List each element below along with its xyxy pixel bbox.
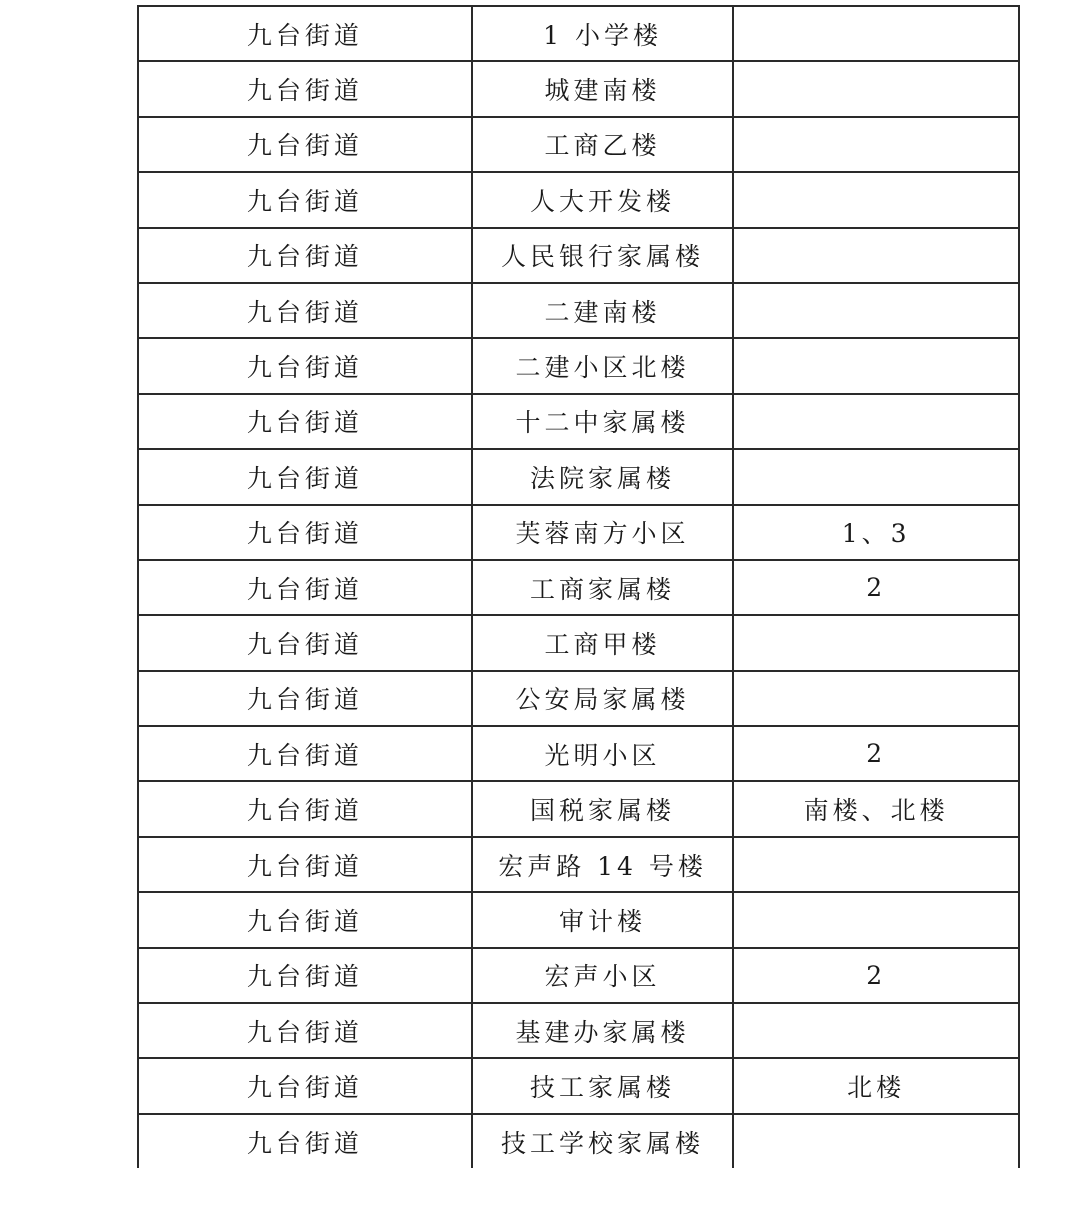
- building-cell: 基建办家属楼: [472, 1003, 734, 1058]
- building-cell: 人民银行家属楼: [472, 228, 734, 283]
- units-cell: [733, 394, 1019, 449]
- table-row: [138, 6, 1019, 61]
- units-cell: 2: [733, 560, 1019, 615]
- units-cell: 2: [733, 948, 1019, 1003]
- building-list-table: [137, 5, 1020, 1168]
- building-cell: 技工家属楼: [472, 1058, 734, 1113]
- units-cell: [733, 61, 1019, 116]
- table-row: [138, 505, 1019, 560]
- units-cell: 北楼: [733, 1058, 1019, 1113]
- table-row: [138, 1003, 1019, 1058]
- street-cell: 九台街道: [138, 1058, 472, 1113]
- street-cell: 九台街道: [138, 948, 472, 1003]
- building-cell: 光明小区: [472, 726, 734, 781]
- street-cell: 九台街道: [138, 61, 472, 116]
- units-cell: [733, 283, 1019, 338]
- building-cell: 二建小区北楼: [472, 338, 734, 393]
- building-cell: 公安局家属楼: [472, 671, 734, 726]
- units-cell: [733, 117, 1019, 172]
- units-cell: 南楼、北楼: [733, 781, 1019, 836]
- table-row: [138, 61, 1019, 116]
- street-cell: 九台街道: [138, 1114, 472, 1168]
- table-row: [138, 1058, 1019, 1113]
- street-cell: 九台街道: [138, 615, 472, 670]
- table-row: [138, 228, 1019, 283]
- table-row: [138, 283, 1019, 338]
- building-cell: 芙蓉南方小区: [472, 505, 734, 560]
- street-cell: 九台街道: [138, 671, 472, 726]
- table-row: [138, 671, 1019, 726]
- building-cell: 1 小学楼: [472, 6, 734, 61]
- building-cell: 技工学校家属楼: [472, 1114, 734, 1168]
- street-cell: 九台街道: [138, 1003, 472, 1058]
- table-row: [138, 449, 1019, 504]
- building-cell: 二建南楼: [472, 283, 734, 338]
- building-cell: 人大开发楼: [472, 172, 734, 227]
- street-cell: 九台街道: [138, 837, 472, 892]
- building-cell: 法院家属楼: [472, 449, 734, 504]
- table-row: [138, 781, 1019, 836]
- building-cell: 宏声小区: [472, 948, 734, 1003]
- street-cell: 九台街道: [138, 505, 472, 560]
- building-cell: 城建南楼: [472, 61, 734, 116]
- table-row: [138, 172, 1019, 227]
- building-cell: 工商乙楼: [472, 117, 734, 172]
- units-cell: [733, 228, 1019, 283]
- table-body: [138, 6, 1019, 1168]
- table-row: [138, 394, 1019, 449]
- street-cell: 九台街道: [138, 892, 472, 947]
- street-cell: 九台街道: [138, 449, 472, 504]
- street-cell: 九台街道: [138, 172, 472, 227]
- street-cell: 九台街道: [138, 228, 472, 283]
- building-cell: 国税家属楼: [472, 781, 734, 836]
- units-cell: 2: [733, 726, 1019, 781]
- units-cell: 1、3: [733, 505, 1019, 560]
- units-cell: [733, 6, 1019, 61]
- units-cell: [733, 615, 1019, 670]
- units-cell: [733, 449, 1019, 504]
- units-cell: [733, 837, 1019, 892]
- table-row: [138, 1114, 1019, 1168]
- table-row: [138, 560, 1019, 615]
- table-row: [138, 726, 1019, 781]
- street-cell: 九台街道: [138, 560, 472, 615]
- street-cell: 九台街道: [138, 781, 472, 836]
- street-cell: 九台街道: [138, 6, 472, 61]
- units-cell: [733, 172, 1019, 227]
- table-row: [138, 892, 1019, 947]
- street-cell: 九台街道: [138, 394, 472, 449]
- street-cell: 九台街道: [138, 338, 472, 393]
- building-cell: 工商家属楼: [472, 560, 734, 615]
- units-cell: [733, 671, 1019, 726]
- building-cell: 十二中家属楼: [472, 394, 734, 449]
- table-row: [138, 615, 1019, 670]
- table-row: [138, 948, 1019, 1003]
- table-row: [138, 338, 1019, 393]
- units-cell: [733, 1114, 1019, 1168]
- table-row: [138, 117, 1019, 172]
- building-cell: 审计楼: [472, 892, 734, 947]
- units-cell: [733, 338, 1019, 393]
- building-cell: 工商甲楼: [472, 615, 734, 670]
- building-cell: 宏声路 14 号楼: [472, 837, 734, 892]
- street-cell: 九台街道: [138, 726, 472, 781]
- table-row: [138, 837, 1019, 892]
- units-cell: [733, 1003, 1019, 1058]
- units-cell: [733, 892, 1019, 947]
- street-cell: 九台街道: [138, 117, 472, 172]
- street-cell: 九台街道: [138, 283, 472, 338]
